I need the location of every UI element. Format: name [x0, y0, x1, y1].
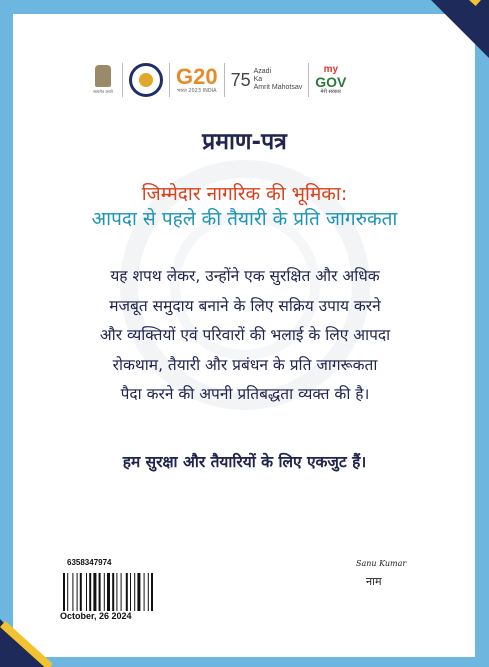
- phone-number: 6358347974: [67, 558, 112, 567]
- pledge-statement: हम सुरक्षा और तैयारियों के लिए एकजुट हैं।: [122, 453, 367, 471]
- mygov-logo: [315, 58, 346, 102]
- mygov-my-text: my: [323, 64, 339, 75]
- azadi-line3: Amrit Mahotsav: [253, 83, 303, 91]
- seal-icon: [129, 63, 163, 97]
- certificate-subtitle-line2: आपदा से पहले की तैयारी के प्रति जागरुकता: [91, 208, 398, 230]
- emblem-caption: सत्यमेव जयते: [93, 89, 113, 94]
- mygov-gov-text: GOV: [315, 74, 347, 90]
- mygov-caption: मेरी सरकार: [320, 89, 342, 95]
- national-emblem-logo: [90, 58, 116, 102]
- issue-date: October, 26 2024: [60, 611, 132, 621]
- body-line: मजबूत समुदाय बनाने के लिए सक्रिय उपाय करने: [109, 296, 381, 315]
- corner-decoration-top-right: [431, 0, 489, 58]
- logo-strip: [90, 58, 400, 102]
- lion-capital-icon: [95, 65, 111, 87]
- g20-text: G20: [176, 64, 218, 89]
- certificate-body: [56, 262, 434, 410]
- signature: Sanu Kumar: [356, 559, 407, 568]
- barcode-icon: [62, 573, 180, 611]
- logo-divider: [308, 63, 309, 97]
- g20-logo: [176, 58, 218, 102]
- azadi-number: 75: [230, 70, 251, 90]
- logo-divider: [169, 63, 170, 97]
- certificate-subtitle-line1: जिम्मेदार नागरिक की भूमिका:: [141, 183, 348, 205]
- logo-divider: [122, 63, 123, 97]
- name-label: नाम: [366, 575, 382, 588]
- certificate-title: प्रमाण-पत्र: [202, 129, 287, 155]
- g20-caption: भारत 2023 INDIA: [177, 88, 217, 94]
- azadi-line1: Azadi: [253, 68, 272, 76]
- body-line: पैदा करने की अपनी प्रतिबद्धता व्यक्त की है।: [120, 385, 370, 403]
- azadi-ka-amrit-mahotsav-logo: [231, 58, 303, 102]
- logo-divider: [224, 63, 225, 97]
- body-line: और व्यक्तियों एवं परिवारों की भलाई के लिए आपदा: [99, 326, 391, 344]
- body-line: यह शपथ लेकर, उन्होंने एक सुरक्षित और अधिक: [110, 267, 380, 285]
- azadi-line2: Ka: [253, 76, 263, 84]
- ndma-seal-logo: [129, 58, 163, 102]
- body-line: रोकथाम, तैयारी और प्रबंधन के प्रति जागरूकता: [112, 355, 378, 374]
